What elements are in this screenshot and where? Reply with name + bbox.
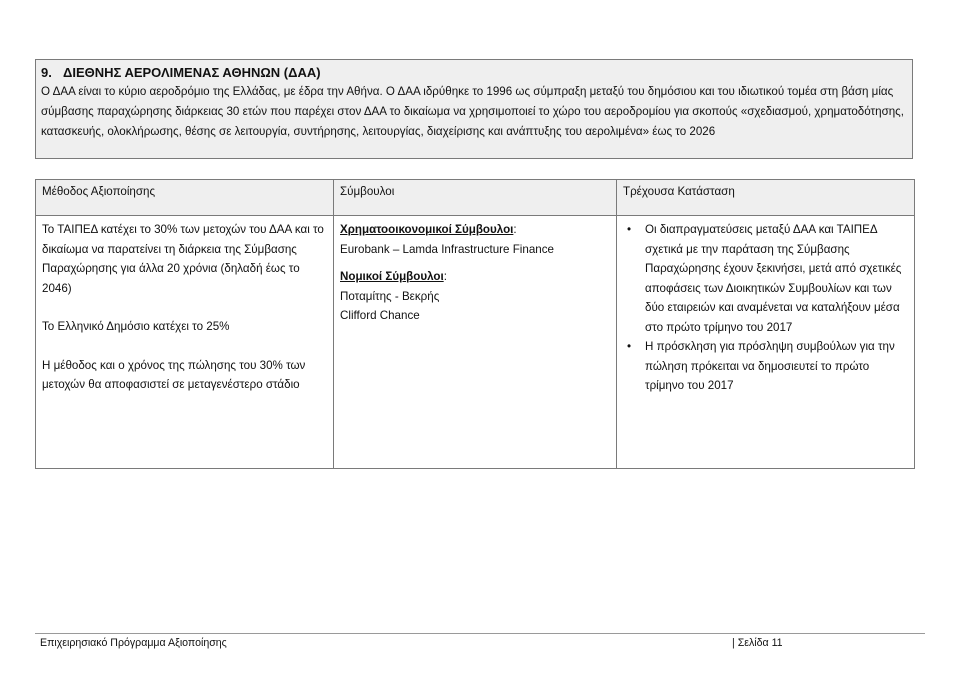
status-item-text: Οι διαπραγματεύσεις μεταξύ ΔΑΑ και ΤΑΙΠΕΔ σχετικά με την παράταση της Σύμβασης Παραχώρησης έχουν ξεκινήσει, μετά από σχετικές αποφάσεις των Διοικητικών Συμβουλίων και των δύο εταιρειών και αναμένεται να καταλήξουν μέσα στο πρώτο τρίμηνο του 2017 <box>645 223 902 334</box>
header-method: Μέθοδος Αξιοποίησης <box>36 180 334 216</box>
bullet-icon: • <box>627 340 632 353</box>
privatization-table <box>35 179 915 469</box>
bullet-icon: • <box>627 223 632 236</box>
financial-advisors-label: Χρηματοοικονομικοί Σύμβουλοι <box>340 223 514 236</box>
footer-divider <box>35 633 925 634</box>
table-header-row <box>36 180 915 216</box>
advisors-cell <box>334 216 617 469</box>
section-description: Ο ΔΑΑ είναι το κύριο αεροδρόμιο της Ελλάδας, με έδρα την Αθήνα. Ο ΔΑΑ ιδρύθηκε το 1996 ως σύμπραξη μεταξύ του δημόσιου και του ιδιωτικού τομέα στη βάση μίας σύμβασης παραχώρησης διάρκειας 30 ετών που παρέχει στον ΔΑΑ το δικαίωμα να χρησιμοποιεί το χώρο του αεροδρομίου για σκοπούς «σχεδιασμού, χρηματοδότησης, κατασκευής, ολοκλήρωσης, θέσης σε λειτουργία, συντήρησης, λειτουργίας, διαχείρισης και ανάπτυξης του αερολιμένα» έως το 2026 <box>41 85 904 138</box>
section-title <box>41 64 906 81</box>
financial-advisor-name: Eurobank – Lamda Infrastructure Finance <box>340 242 554 256</box>
legal-advisors-heading: Νομικοί Σύμβουλοι: <box>340 270 447 283</box>
method-paragraph: Η μέθοδος και ο χρόνος της πώλησης του 30% των μετοχών θα αποφασιστεί σε μεταγενέστερο στάδιο <box>42 358 306 391</box>
status-list <box>623 220 908 396</box>
method-paragraph: Το Ελληνικό Δημόσιο κατέχει το 25% <box>42 320 230 333</box>
method-cell <box>36 216 334 469</box>
financial-advisors-heading: Χρηματοοικονομικοί Σύμβουλοι: <box>340 223 517 236</box>
section-header-box <box>35 59 913 159</box>
status-item-text: Η πρόσκληση για πρόσληψη συμβούλων για την πώληση πρόκειται να δημοσιευτεί το πρώτο τρίμηνο του 2017 <box>645 340 895 392</box>
method-paragraph: Το ΤΑΙΠΕΔ κατέχει το 30% των μετοχών του ΔΑΑ και το δικαίωμα να παρατείνει τη διάρκεια της Σύμβασης Παραχώρησης για άλλα 20 χρόνια (δηλαδή έως το 2046) <box>42 223 324 295</box>
status-item <box>623 337 908 396</box>
financial-advisors <box>340 220 610 259</box>
section-title-text: ΔΙΕΘΝΗΣ ΑΕΡΟΛΙΜΕΝΑΣ ΑΘΗΝΩΝ (ΔΑΑ) <box>63 65 321 80</box>
header-advisors: Σύμβουλοι <box>334 180 617 216</box>
section-number: 9. <box>41 65 52 80</box>
legal-advisor-name: Clifford Chance <box>340 309 420 322</box>
legal-advisor-name: Ποταμίτης - Βεκρής <box>340 289 440 303</box>
table-row <box>36 216 915 469</box>
status-item <box>623 220 908 337</box>
legal-advisors <box>340 267 610 326</box>
footer-document-title: Επιχειρησιακό Πρόγραμμα Αξιοποίησης <box>40 637 227 649</box>
footer-page-number: | Σελίδα 11 <box>732 637 783 649</box>
header-status: Τρέχουσα Κατάσταση <box>617 180 915 216</box>
legal-advisors-label: Νομικοί Σύμβουλοι <box>340 270 444 283</box>
status-cell <box>617 216 915 469</box>
